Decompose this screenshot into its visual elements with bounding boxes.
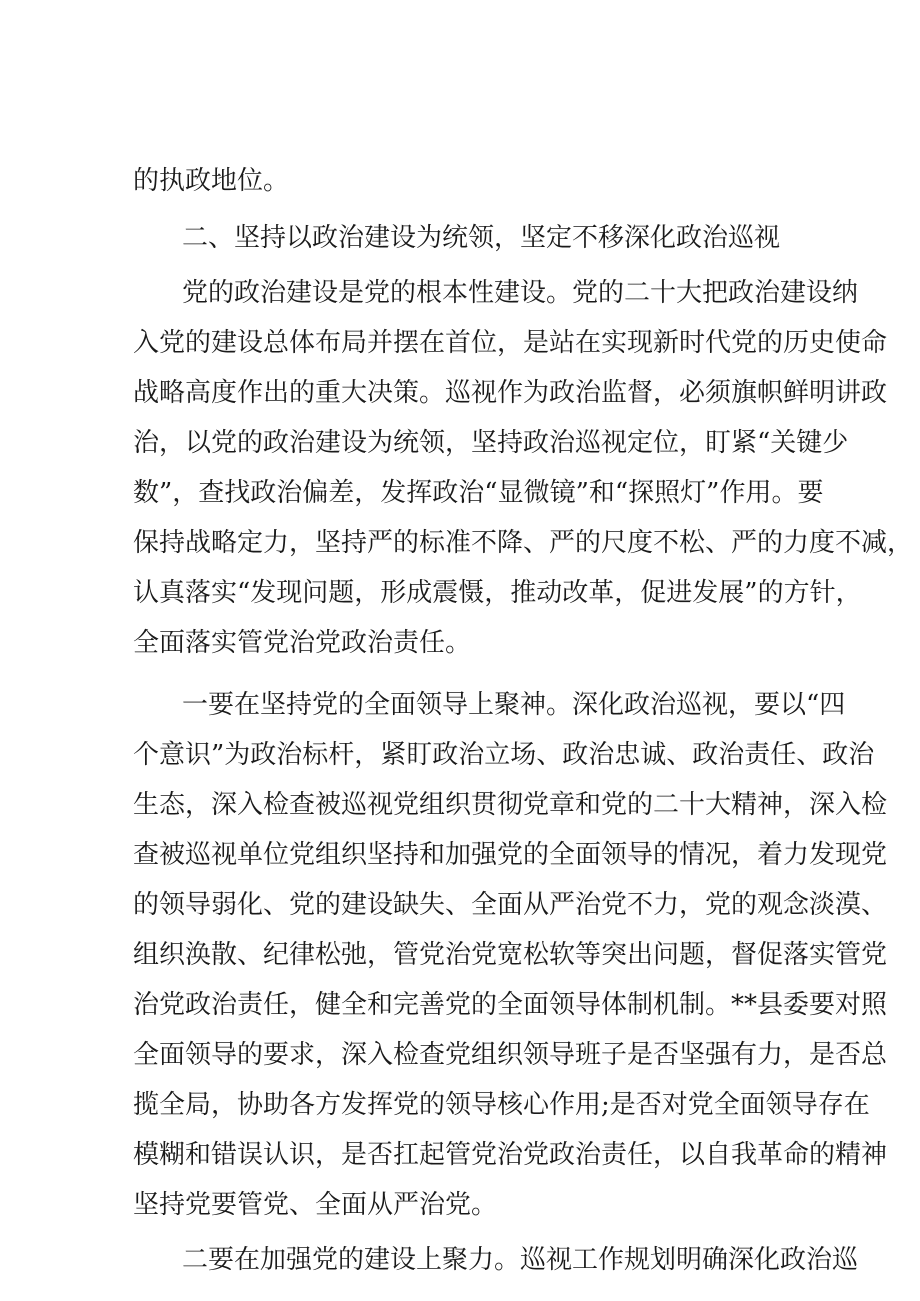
text-line: 入党的建设总体布局并摆在首位，是站在实现新时代党的历史使命 [133,328,888,358]
text-line: 一要在坚持党的全面领导上聚神。深化政治巡视，要以“四 [182,690,846,720]
text-line: 组织涣散、纪律松弛，管党治党宽松软等突出问题，督促落实管党 [133,940,888,970]
text-line: 治，以党的政治建设为统领，坚持政治巡视定位，盯紧“关键少 [133,428,849,458]
text-line: 坚持党要管党、全面从严治党。 [133,1190,498,1220]
text-line: 模糊和错误认识，是否扛起管党治党政治责任，以自我革命的精神 [133,1140,888,1170]
text-line: 党的政治建设是党的根本性建设。党的二十大把政治建设纳 [182,278,859,308]
text-line: 认真落实“发现问题，形成震慑，推动改革，促进发展”的方针， [133,578,862,608]
text-line: 揽全局，协助各方发挥党的领导核心作用;是否对党全面领导存在 [133,1090,870,1120]
text-line: 生态，深入检查被巡视党组织贯彻党章和党的二十大精神，深入检 [133,790,888,820]
text-line: 二要在加强党的建设上聚力。巡视工作规划明确深化政治巡 [182,1245,859,1275]
text-line: 保持战略定力，坚持严的标准不降、严的尺度不松、严的力度不减， [133,528,914,558]
text-line: 数”，查找政治偏差，发挥政治“显微镜”和“探照灯”作用。要 [133,478,824,508]
text-line: 战略高度作出的重大决策。巡视作为政治监督，必须旗帜鲜明讲政 [133,378,888,408]
text-line: 的执政地位。 [133,166,290,196]
text-line: 的领导弱化、党的建设缺失、全面从严治党不力，党的观念淡漠、 [133,890,888,920]
text-line: 全面领导的要求，深入检查党组织领导班子是否坚强有力，是否总 [133,1040,888,1070]
text-line: 治党政治责任，健全和完善党的全面领导体制机制。**县委要对照 [133,990,888,1020]
text-line: 全面落实管党治党政治责任。 [133,628,472,658]
text-line: 个意识”为政治标杆，紧盯政治立场、政治忠诚、政治责任、政治 [133,740,875,770]
text-line: 查被巡视单位党组织坚持和加强党的全面领导的情况，着力发现党 [133,840,888,870]
section-heading: 二、坚持以政治建设为统领，坚定不移深化政治巡视 [182,223,781,253]
